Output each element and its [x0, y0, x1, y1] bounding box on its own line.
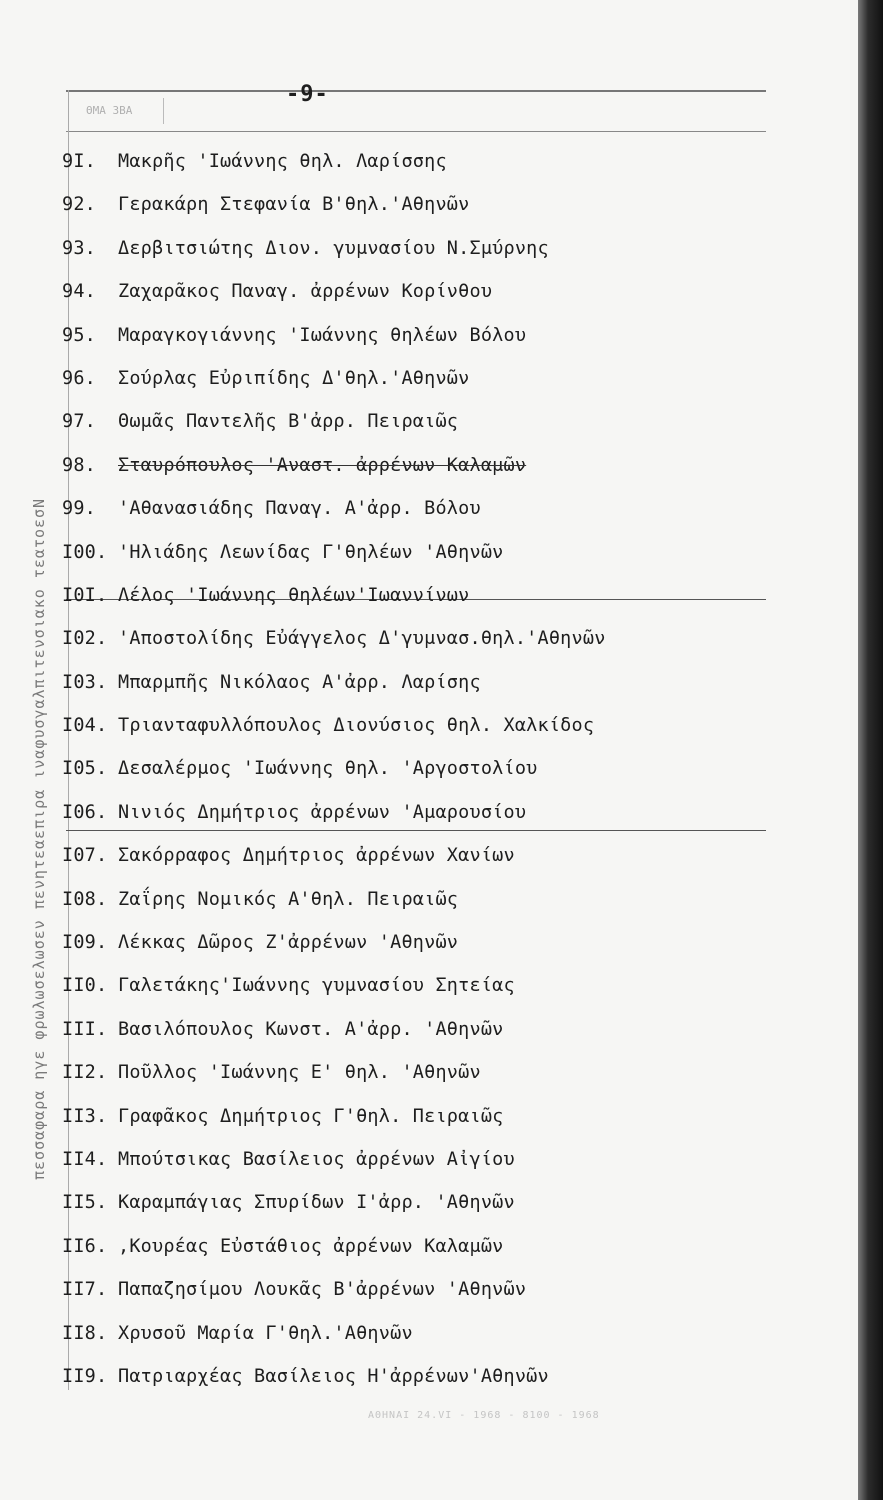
header-stamp: ΘΜΑ 3ΒΑ	[72, 98, 164, 124]
entry-number: I07.	[62, 845, 108, 867]
entry-text: Μακρῆς 'Ιωάννης θηλ. Λαρίσσης	[118, 151, 447, 172]
entry-text: Δερβιτσιώτης Διον. γυμνασίου Ν.Σμύρνης	[118, 237, 549, 259]
entry-number: I09.	[62, 932, 108, 954]
entry-text: Μπούτσικας Βασίλειος ἀρρένων Αἰγίου	[118, 1148, 515, 1170]
footer-stamp: ΑΘΗΝΑΙ 24.VI - 1968 - 8100 - 1968	[368, 1410, 600, 1421]
list-item	[62, 704, 762, 747]
entry-number: 9I.	[62, 151, 97, 172]
entry-text: Χρυσοῦ Μαρία Γ'θηλ.'Αθηνῶν	[118, 1322, 413, 1344]
entry-text: 'Ηλιάδης Λεωνίδας Γ'θηλέων 'Αθηνῶν	[118, 541, 504, 563]
entry-text: 'Αποστολίδης Εὐάγγελος Δ'γυμνασ.θηλ.'Αθηνῶν	[118, 628, 606, 650]
entry-number: II2.	[62, 1062, 108, 1084]
entry-number: I04.	[62, 715, 108, 737]
entry-number: II7.	[62, 1279, 108, 1301]
list-item	[62, 227, 762, 270]
entry-text: Γερακάρη Στεφανία Β'θηλ.'Αθηνῶν	[118, 194, 470, 216]
list-item	[62, 661, 762, 704]
entry-text: Γαλετάκης'Ιωάννης γυμνασίου Σητείας	[118, 975, 515, 997]
list-item	[62, 1268, 762, 1311]
list-item	[62, 400, 762, 443]
list-item	[62, 1225, 762, 1268]
entry-text: Παπαζησίμου Λουκᾶς Β'ἀρρένων 'Αθηνῶν	[118, 1279, 527, 1301]
entry-number: I08.	[62, 888, 108, 910]
entry-text: Καραμπάγιας Σπυρίδων Ι'ἀρρ. 'Αθηνῶν	[118, 1192, 515, 1214]
entry-number: I00.	[62, 541, 108, 563]
entry-number: I03.	[62, 671, 108, 693]
entry-text: ,Κουρέας Εὐστάθιος ἀρρένων Καλαμῶν	[118, 1235, 504, 1257]
entry-number: I0I.	[62, 584, 108, 606]
list-item	[62, 747, 762, 790]
entry-number: 94.	[62, 281, 97, 303]
bleed-through-text: πεσσαφαρα ηγε φρωλωσελωσεν πενητεαεπιρα ιναφυσγαλπιτενσιακο τεατοεσΝ	[30, 497, 48, 1180]
list-item	[62, 1051, 762, 1094]
entry-text: Βασιλόπουλος Κωνστ. Α'ἀρρ. 'Αθηνῶν	[118, 1018, 504, 1040]
entry-text: Δεσαλέρμος 'Ιωάννης θηλ. 'Αργοστολίου	[118, 758, 538, 780]
list-item	[62, 444, 762, 487]
entry-list	[62, 140, 762, 1398]
list-item	[62, 834, 762, 877]
list-item	[62, 140, 762, 183]
page-number: -9-	[286, 82, 329, 107]
list-item	[62, 357, 762, 400]
entry-number: I05.	[62, 758, 108, 780]
list-item	[62, 921, 762, 964]
top-rule	[66, 90, 766, 92]
entry-number: III.	[62, 1018, 108, 1040]
list-item	[62, 1181, 762, 1224]
entry-number: I06.	[62, 801, 108, 823]
entry-text: Σταυρόπουλος 'Αναστ. ἀρρένων Καλαμῶν	[118, 454, 527, 476]
entry-number: 99.	[62, 498, 97, 520]
entry-text: Ζαχαρᾶκος Παναγ. ἀρρένων Κορίνθου	[118, 281, 493, 303]
entry-number: II9.	[62, 1365, 108, 1387]
entry-number: 96.	[62, 367, 97, 389]
entry-text: Λέλος 'Ιωάννης θηλέων'Ιωαννίνων	[118, 584, 470, 606]
entry-number: II4.	[62, 1148, 108, 1170]
entry-text: Σούρλας Εὐριπίδης Δ'θηλ.'Αθηνῶν	[118, 367, 470, 389]
entry-text: Νινιός Δημήτριος ἀρρένων 'Αμαρουσίου	[118, 801, 527, 823]
list-item	[62, 1008, 762, 1051]
list-item	[62, 574, 762, 617]
entry-number: 97.	[62, 411, 97, 433]
entry-text: Ζαΐρης Νομικός Α'θηλ. Πειραιῶς	[118, 888, 459, 910]
list-item	[62, 183, 762, 226]
entry-number: 93.	[62, 237, 97, 259]
list-item	[62, 270, 762, 313]
entry-number: 92.	[62, 194, 97, 216]
entry-text: Λέκκας Δῶρος Ζ'ἀρρένων 'Αθηνῶν	[118, 932, 459, 954]
entry-text: Σακόρραφος Δημήτριος ἀρρένων Χανίων	[118, 845, 515, 867]
list-item	[62, 1355, 762, 1398]
list-item	[62, 531, 762, 574]
list-item	[62, 1095, 762, 1138]
entry-text: Ποῦλλος 'Ιωάννης Ε' θηλ. 'Αθηνῶν	[118, 1062, 481, 1084]
list-item	[62, 1312, 762, 1355]
entry-text: Γραφᾶκος Δημήτριος Γ'θηλ. Πειραιῶς	[118, 1105, 504, 1127]
list-item	[62, 791, 762, 834]
entry-number: II0.	[62, 975, 108, 997]
entry-number: 95.	[62, 324, 97, 346]
list-item	[62, 314, 762, 357]
entry-text: Πατριαρχέας Βασίλειος Η'ἀρρένων'Αθηνῶν	[118, 1365, 549, 1387]
entry-text: Μπαρμπῆς Νικόλαος Α'ἀρρ. Λαρίσης	[118, 671, 481, 693]
entry-number: II8.	[62, 1322, 108, 1344]
entry-text: Τριανταφυλλόπουλος Διονύσιος θηλ. Χαλκίδος	[118, 715, 595, 737]
scan-edge	[858, 0, 883, 1500]
entry-text: 'Αθανασιάδης Παναγ. Α'ἀρρ. Βόλου	[118, 498, 481, 520]
entry-text: Μαραγκογιάννης 'Ιωάννης θηλέων Βόλου	[118, 324, 527, 346]
entry-number: I02.	[62, 628, 108, 650]
list-item	[62, 1138, 762, 1181]
entry-number: 98.	[62, 454, 97, 476]
entry-text: Θωμᾶς Παντελῆς Β'ἀρρ. Πειραιῶς	[118, 411, 459, 433]
list-item	[62, 964, 762, 1007]
entry-number: II5.	[62, 1192, 108, 1214]
list-item	[62, 878, 762, 921]
header-rule	[66, 131, 766, 132]
list-item	[62, 487, 762, 530]
list-item	[62, 617, 762, 660]
entry-number: II3.	[62, 1105, 108, 1127]
entry-number: II6.	[62, 1235, 108, 1257]
